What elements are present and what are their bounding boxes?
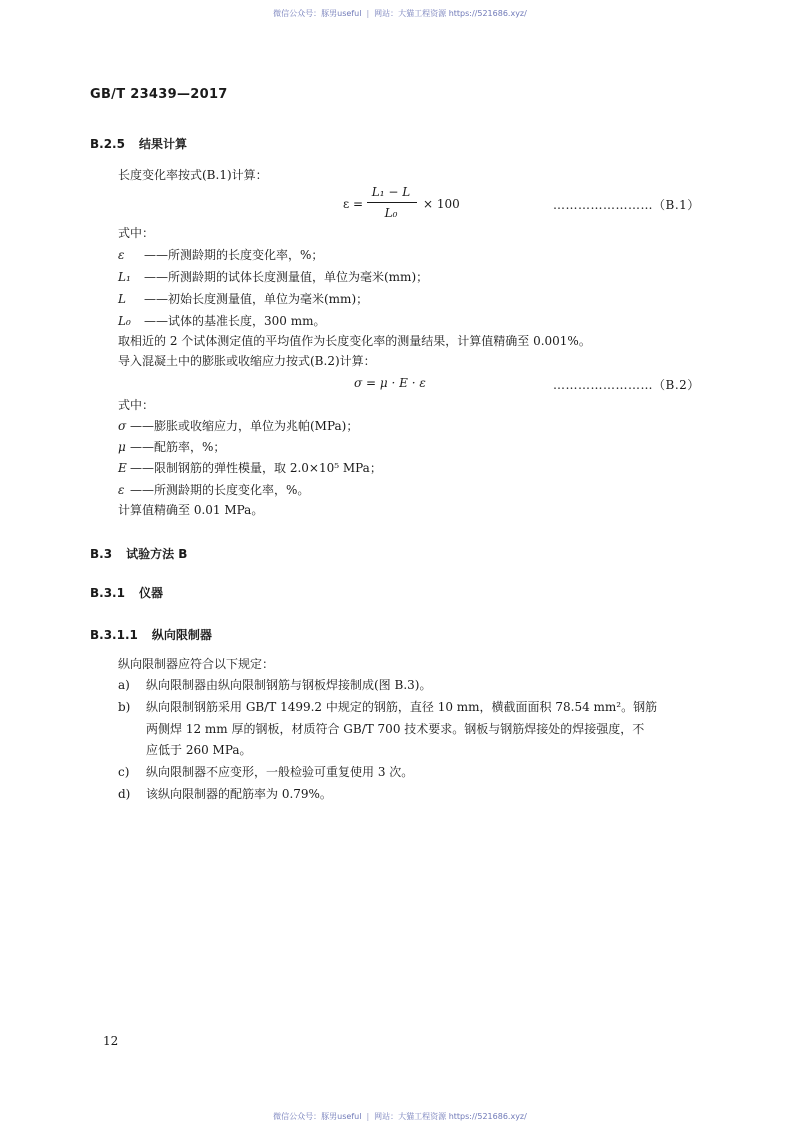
list-item-label: b) bbox=[118, 700, 131, 714]
definition-line bbox=[118, 440, 225, 454]
where-label: 式中： bbox=[118, 398, 155, 412]
watermark-wechat: 微信公众号：豚男useful bbox=[273, 1112, 362, 1121]
section-number: B.3.1 bbox=[90, 586, 125, 600]
equation-label-b1: ……………………（B.1） bbox=[553, 198, 700, 212]
definition-text: ——试体的基准长度，300 mm。 bbox=[144, 314, 326, 328]
definition-symbol: ε bbox=[118, 483, 125, 497]
definition-text: ——所测龄期的长度变化率，%。 bbox=[130, 483, 310, 497]
definition-text: ——限制钢筋的弹性模量，取 2.0×10⁵ MPa； bbox=[130, 461, 382, 475]
watermark-site: 网站：大猫工程资源 https://521686.xyz/ bbox=[374, 9, 527, 18]
equation-rhs: × 100 bbox=[423, 197, 460, 211]
page-number: 12 bbox=[103, 1034, 119, 1048]
list-item-text: 纵向限制器由纵向限制钢筋与钢板焊接制成(图 B.3)。 bbox=[146, 678, 432, 692]
section-heading-b31 bbox=[90, 584, 163, 601]
equation-numerator: L₁ − L bbox=[371, 185, 411, 199]
list-item-label: d) bbox=[118, 787, 131, 801]
equation-lhs: ε = bbox=[343, 197, 364, 211]
definition-line bbox=[118, 461, 382, 475]
watermark-top: 微信公众号：豚男useful | 网站：大猫工程资源 https://521686.xyz/ bbox=[273, 9, 527, 18]
definition-symbol: L₀ bbox=[118, 314, 131, 328]
list-item-text: 两侧焊 12 mm 厚的钢板，材质符合 GB/T 700 技术要求。钢板与钢筋焊接处的焊接强度，不 bbox=[146, 722, 645, 736]
section-number: B.3.1.1 bbox=[90, 628, 138, 642]
paragraph: 长度变化率按式(B.1)计算： bbox=[118, 168, 268, 182]
definition-line bbox=[118, 292, 368, 306]
definition-symbol: ε bbox=[118, 248, 125, 262]
paragraph: 取相近的 2 个试体测定值的平均值作为长度变化率的测量结果，计算值精确至 0.001%。 bbox=[118, 334, 591, 348]
section-number: B.3 bbox=[90, 547, 113, 561]
section-heading-b25 bbox=[90, 135, 187, 152]
section-number: B.2.5 bbox=[90, 137, 125, 151]
definition-text: ——所测龄期的长度变化率，%； bbox=[144, 248, 324, 262]
definition-text: ——所测龄期的试体长度测量值，单位为毫米(mm)； bbox=[144, 270, 429, 284]
list-item-text: 应低于 260 MPa。 bbox=[146, 743, 252, 757]
definition-symbol: E bbox=[118, 461, 127, 475]
paragraph: 纵向限制器应符合以下规定： bbox=[118, 657, 275, 671]
equation-b2: σ = μ · E · ε bbox=[354, 376, 426, 390]
list-item-label: a) bbox=[118, 678, 130, 692]
list-item-text: 纵向限制钢筋采用 GB/T 1499.2 中规定的钢筋，直径 10 mm，横截面面积 78.54 mm²。钢筋 bbox=[146, 700, 658, 714]
definition-symbol: L bbox=[118, 292, 126, 306]
definition-text: ——配筋率，%； bbox=[130, 440, 226, 454]
paragraph: 导入混凝土中的膨胀或收缩应力按式(B.2)计算： bbox=[118, 354, 376, 368]
section-heading-b311 bbox=[90, 626, 212, 643]
definition-symbol: L₁ bbox=[118, 270, 131, 284]
definition-line bbox=[118, 483, 309, 497]
paragraph: 计算值精确至 0.01 MPa。 bbox=[118, 503, 264, 517]
definition-symbol: μ bbox=[118, 440, 126, 454]
list-item-label: c) bbox=[118, 765, 130, 779]
definition-line bbox=[118, 248, 323, 262]
definition-text: ——膨胀或收缩应力，单位为兆帕(MPa)； bbox=[130, 419, 359, 433]
watermark-bottom: 微信公众号：豚男useful | 网站：大猫工程资源 https://521686.xyz/ bbox=[273, 1112, 527, 1121]
definition-line bbox=[118, 419, 358, 433]
standard-header: GB/T 23439—2017 bbox=[90, 87, 228, 102]
fraction-bar bbox=[367, 202, 417, 203]
section-heading-b3 bbox=[90, 545, 187, 562]
watermark-site: 网站：大猫工程资源 https://521686.xyz/ bbox=[374, 1112, 527, 1121]
where-label: 式中： bbox=[118, 226, 155, 240]
watermark-wechat: 微信公众号：豚男useful bbox=[273, 9, 362, 18]
section-title: 纵向限制器 bbox=[151, 628, 212, 642]
section-title: 结果计算 bbox=[138, 137, 187, 151]
equation-label-b2: ……………………（B.2） bbox=[553, 378, 700, 392]
definition-line bbox=[118, 270, 428, 284]
definition-text: ——初始长度测量值，单位为毫米(mm)； bbox=[144, 292, 369, 306]
equation-denominator: L₀ bbox=[384, 206, 398, 220]
definition-symbol: σ bbox=[118, 419, 127, 433]
list-item-text: 纵向限制器不应变形，一般检验可重复使用 3 次。 bbox=[146, 765, 414, 779]
section-title: 仪器 bbox=[138, 586, 163, 600]
definition-line bbox=[118, 314, 325, 328]
list-item-text: 该纵向限制器的配筋率为 0.79%。 bbox=[146, 787, 332, 801]
section-title: 试验方法 B bbox=[126, 547, 188, 561]
